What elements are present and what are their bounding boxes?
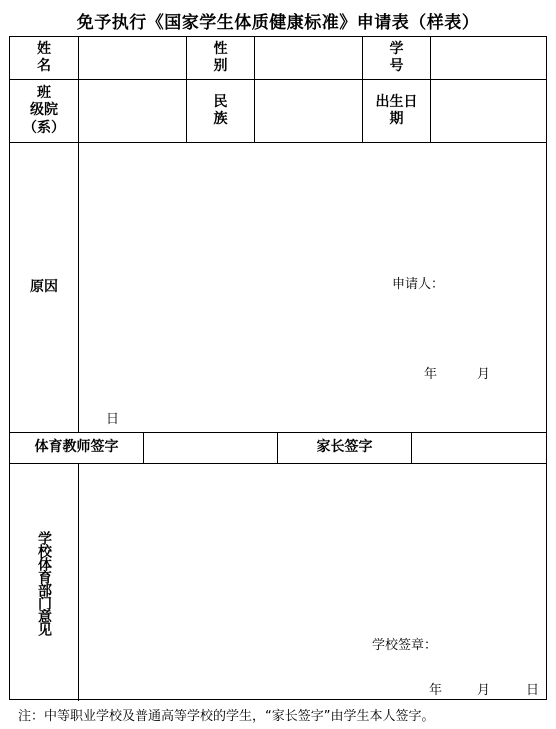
ethnicity-field[interactable] bbox=[255, 80, 363, 142]
teacher-signature-label: 体育教师签字 bbox=[10, 433, 144, 463]
applicant-label: 申请人： bbox=[392, 277, 445, 292]
ethnicity-label: 民 族 bbox=[187, 80, 255, 142]
signature-row bbox=[10, 433, 546, 464]
school-day-label: 日 bbox=[526, 683, 540, 698]
reason-month-label: 月 bbox=[477, 367, 491, 382]
parent-signature-field[interactable] bbox=[412, 433, 548, 463]
name-field[interactable] bbox=[79, 37, 187, 79]
class-field[interactable] bbox=[79, 80, 187, 142]
student-id-field[interactable] bbox=[431, 37, 548, 79]
school-opinion-label: 学校体育部门意见 bbox=[36, 530, 52, 635]
class-label: 班 级院 （系） bbox=[10, 80, 79, 142]
name-label: 姓 名 bbox=[10, 37, 79, 79]
application-form bbox=[9, 36, 547, 700]
reason-label: 原因 bbox=[10, 143, 79, 432]
reason-row bbox=[10, 143, 546, 433]
school-opinion-label-cell bbox=[10, 464, 79, 701]
personal-info-row-2 bbox=[10, 80, 546, 143]
school-year-label: 年 bbox=[429, 683, 443, 698]
teacher-signature-field[interactable] bbox=[144, 433, 278, 463]
student-id-label: 学 号 bbox=[363, 37, 431, 79]
birth-date-label: 出生日 期 bbox=[363, 80, 431, 142]
reason-day-label: 日 bbox=[106, 412, 120, 427]
form-note: 注：中等职业学校及普通高等学校的学生，“家长签字”由学生本人签字。 bbox=[18, 709, 435, 724]
gender-label: 性 别 bbox=[187, 37, 255, 79]
reason-year-label: 年 bbox=[424, 367, 438, 382]
form-title: 免予执行《国家学生体质健康标准》申请表（样表） bbox=[76, 13, 480, 33]
parent-signature-label: 家长签字 bbox=[278, 433, 412, 463]
birth-date-field[interactable] bbox=[431, 80, 548, 142]
gender-field[interactable] bbox=[255, 37, 363, 79]
personal-info-row-1 bbox=[10, 37, 546, 80]
reason-content[interactable] bbox=[79, 143, 546, 432]
school-seal-label: 学校签章： bbox=[372, 638, 438, 653]
school-month-label: 月 bbox=[477, 683, 491, 698]
school-opinion-row bbox=[10, 464, 546, 701]
school-opinion-content[interactable] bbox=[79, 464, 546, 701]
